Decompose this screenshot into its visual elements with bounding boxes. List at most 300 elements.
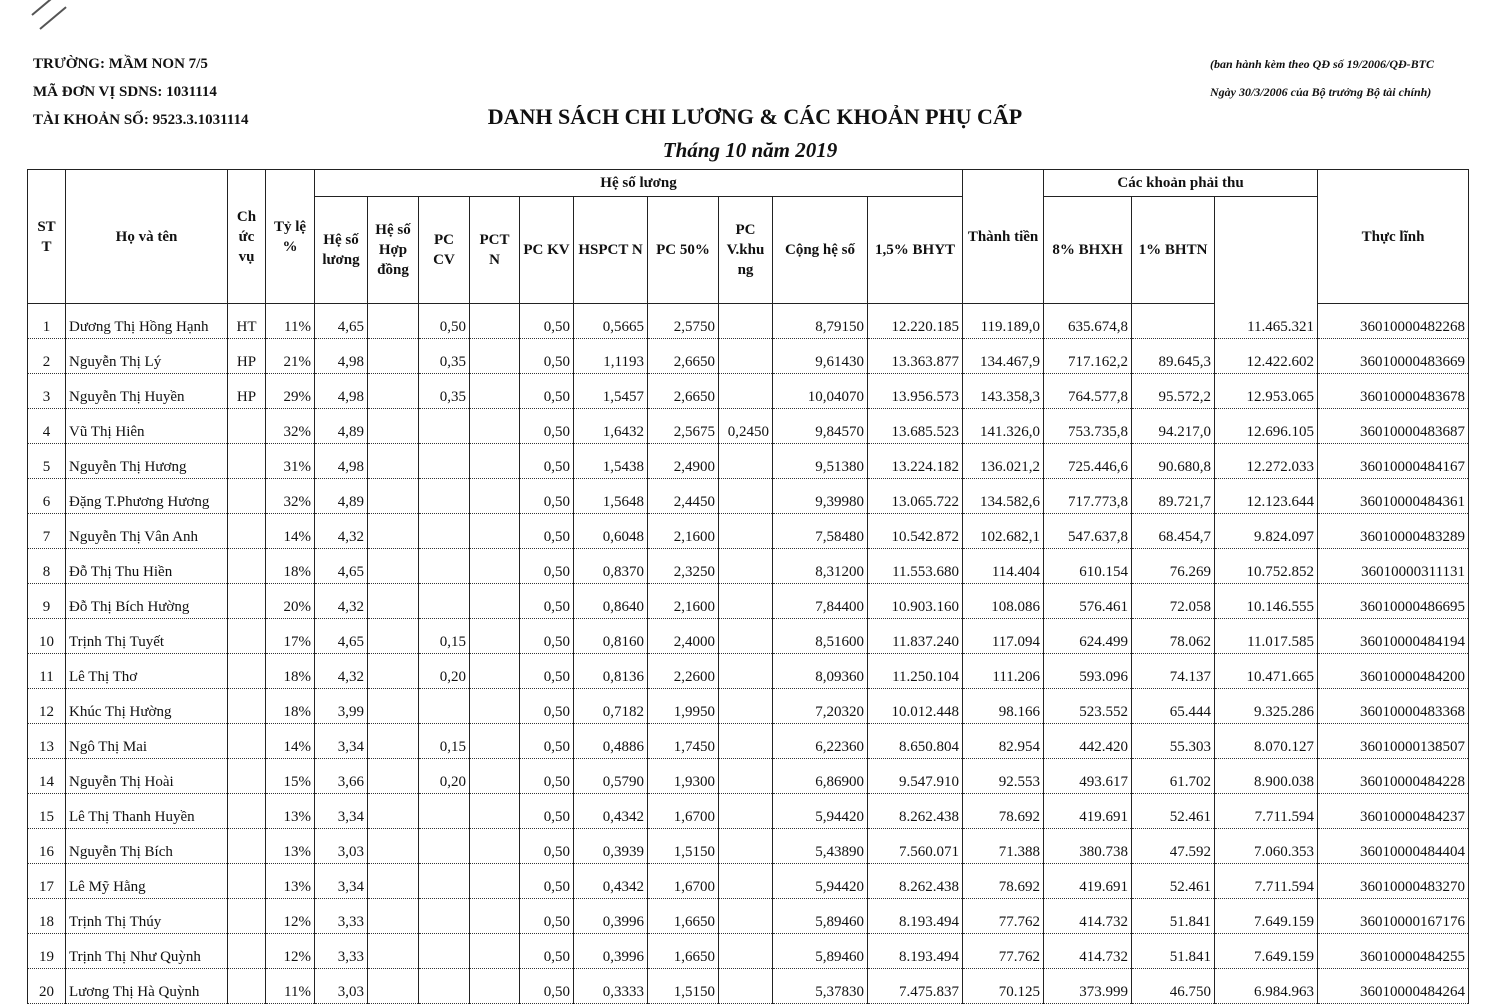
cell-rate: 14% xyxy=(266,724,315,759)
cell-role xyxy=(228,619,266,654)
cell-atm: 36010000484404 xyxy=(1318,829,1469,864)
cell-role: HP xyxy=(228,374,266,409)
cell-pccv xyxy=(419,829,470,864)
cell-rate: 18% xyxy=(266,549,315,584)
cell-total: 6,22360 xyxy=(773,724,868,759)
cell-net: 12.422.602 xyxy=(1215,339,1318,374)
cell-atm: 36010000483669 xyxy=(1318,339,1469,374)
cell-pc50: 2,6650 xyxy=(648,374,719,409)
cell-coef: 4,32 xyxy=(315,584,368,619)
cell-stt: 18 xyxy=(28,899,66,934)
table-row xyxy=(28,899,1469,934)
cell-bhtn: 72.058 xyxy=(1132,584,1215,619)
cell-bhyt: 108.086 xyxy=(963,584,1044,619)
cell-bhxh: 717.162,2 xyxy=(1044,339,1132,374)
cell-contract xyxy=(368,864,419,899)
cell-coef: 3,33 xyxy=(315,934,368,969)
cell-pccv: 0,35 xyxy=(419,339,470,374)
cell-bhtn: 94.217,0 xyxy=(1132,409,1215,444)
cell-hspctn: 0,5665 xyxy=(574,304,648,339)
cell-atm: 36010000167176 xyxy=(1318,899,1469,934)
table-row xyxy=(28,969,1469,1004)
cell-amount: 13.363.877 xyxy=(868,339,963,374)
group-deductions: Các khoản phải thu xyxy=(1044,170,1318,197)
cell-pc50: 2,4900 xyxy=(648,444,719,479)
cell-stt: 17 xyxy=(28,864,66,899)
cell-pc50: 2,5675 xyxy=(648,409,719,444)
cell-rate: 13% xyxy=(266,829,315,864)
cell-stt: 5 xyxy=(28,444,66,479)
cell-net: 6.984.963 xyxy=(1215,969,1318,1004)
cell-amount: 10.542.872 xyxy=(868,514,963,549)
cell-atm: 36010000486695 xyxy=(1318,584,1469,619)
cell-pc50: 2,5750 xyxy=(648,304,719,339)
cell-pc50: 2,3250 xyxy=(648,549,719,584)
cell-amount: 8.193.494 xyxy=(868,934,963,969)
cell-pccv xyxy=(419,794,470,829)
cell-bhyt: 98.166 xyxy=(963,689,1044,724)
cell-pcvk xyxy=(719,374,773,409)
cell-bhxh: 717.773,8 xyxy=(1044,479,1132,514)
cell-pccv xyxy=(419,899,470,934)
cell-bhxh: 547.637,8 xyxy=(1044,514,1132,549)
cell-stt: 16 xyxy=(28,829,66,864)
cell-net: 11.017.585 xyxy=(1215,619,1318,654)
cell-contract xyxy=(368,689,419,724)
cell-net: 12.953.065 xyxy=(1215,374,1318,409)
cell-net: 7.649.159 xyxy=(1215,934,1318,969)
cell-total: 9,39980 xyxy=(773,479,868,514)
cell-amount: 11.553.680 xyxy=(868,549,963,584)
cell-contract xyxy=(368,829,419,864)
cell-contract xyxy=(368,654,419,689)
cell-hspctn: 0,3996 xyxy=(574,899,648,934)
cell-pc50: 1,5150 xyxy=(648,829,719,864)
decree-line-1: (ban hành kèm theo QĐ số 19/2006/QĐ-BTC xyxy=(1209,57,1434,71)
cell-pckv: 0,50 xyxy=(520,409,574,444)
cell-contract xyxy=(368,584,419,619)
cell-hspctn: 0,6048 xyxy=(574,514,648,549)
cell-pctn xyxy=(470,899,520,934)
cell-net: 11.465.321 xyxy=(1215,304,1318,339)
cell-bhyt: 70.125 xyxy=(963,969,1044,1004)
cell-coef: 3,03 xyxy=(315,969,368,1004)
cell-total: 5,89460 xyxy=(773,934,868,969)
cell-bhyt: 111.206 xyxy=(963,654,1044,689)
cell-bhyt: 141.326,0 xyxy=(963,409,1044,444)
cell-contract xyxy=(368,514,419,549)
cell-pctn xyxy=(470,829,520,864)
table-row xyxy=(28,479,1469,514)
cell-coef: 4,98 xyxy=(315,374,368,409)
cell-hspctn: 0,3939 xyxy=(574,829,648,864)
col-net: Thực lĩnh xyxy=(1318,170,1469,304)
table-row xyxy=(28,514,1469,549)
cell-stt: 14 xyxy=(28,759,66,794)
cell-name: Đặng T.Phương Hương xyxy=(66,479,228,514)
cell-pccv: 0,50 xyxy=(419,304,470,339)
cell-role xyxy=(228,549,266,584)
cell-pccv xyxy=(419,444,470,479)
cell-hspctn: 0,4342 xyxy=(574,864,648,899)
cell-stt: 15 xyxy=(28,794,66,829)
cell-contract xyxy=(368,759,419,794)
cell-contract xyxy=(368,444,419,479)
cell-pckv: 0,50 xyxy=(520,619,574,654)
table-row xyxy=(28,794,1469,829)
cell-name: Trịnh Thị Như Quỳnh xyxy=(66,934,228,969)
cell-contract xyxy=(368,794,419,829)
cell-atm: 36010000484228 xyxy=(1318,759,1469,794)
cell-name: Ngô Thị Mai xyxy=(66,724,228,759)
cell-hspctn: 0,3996 xyxy=(574,934,648,969)
cell-total: 7,20320 xyxy=(773,689,868,724)
cell-name: Nguyễn Thị Lý xyxy=(66,339,228,374)
cell-pckv: 0,50 xyxy=(520,759,574,794)
table-row xyxy=(28,619,1469,654)
cell-name: Trịnh Thị Thúy xyxy=(66,899,228,934)
cell-pctn xyxy=(470,724,520,759)
cell-pccv: 0,15 xyxy=(419,619,470,654)
cell-bhyt: 78.692 xyxy=(963,794,1044,829)
cell-pc50: 2,1600 xyxy=(648,584,719,619)
col-hspctn: HSPCT N xyxy=(574,197,648,304)
table-row xyxy=(28,654,1469,689)
cell-name: Nguyễn Thị Huyền xyxy=(66,374,228,409)
cell-pcvk xyxy=(719,584,773,619)
cell-role xyxy=(228,759,266,794)
cell-atm: 36010000483687 xyxy=(1318,409,1469,444)
col-name: Họ và tên xyxy=(66,170,228,304)
page-title: DANH SÁCH CHI LƯƠNG & CÁC KHOẢN PHỤ CẤP xyxy=(487,104,1023,129)
cell-atm: 36010000484200 xyxy=(1318,654,1469,689)
cell-pckv: 0,50 xyxy=(520,339,574,374)
cell-bhxh: 414.732 xyxy=(1044,899,1132,934)
cell-pc50: 1,9300 xyxy=(648,759,719,794)
cell-pckv: 0,50 xyxy=(520,899,574,934)
cell-bhyt: 102.682,1 xyxy=(963,514,1044,549)
cell-bhyt: 71.388 xyxy=(963,829,1044,864)
cell-pctn xyxy=(470,549,520,584)
cell-contract xyxy=(368,304,419,339)
cell-bhtn: 68.454,7 xyxy=(1132,514,1215,549)
cell-total: 5,94420 xyxy=(773,864,868,899)
cell-net: 8.070.127 xyxy=(1215,724,1318,759)
cell-pckv: 0,50 xyxy=(520,724,574,759)
cell-stt: 13 xyxy=(28,724,66,759)
cell-name: Nguyễn Thị Hoài xyxy=(66,759,228,794)
cell-rate: 18% xyxy=(266,654,315,689)
cell-role xyxy=(228,829,266,864)
cell-contract xyxy=(368,899,419,934)
cell-atm: 36010000483270 xyxy=(1318,864,1469,899)
cell-role xyxy=(228,899,266,934)
cell-bhyt: 82.954 xyxy=(963,724,1044,759)
cell-total: 9,51380 xyxy=(773,444,868,479)
table-row xyxy=(28,374,1469,409)
cell-pcvk xyxy=(719,759,773,794)
cell-pc50: 2,1600 xyxy=(648,514,719,549)
cell-name: Đỗ Thị Thu Hiền xyxy=(66,549,228,584)
cell-atm: 36010000483289 xyxy=(1318,514,1469,549)
cell-pccv xyxy=(419,969,470,1004)
cell-net: 10.146.555 xyxy=(1215,584,1318,619)
cell-pctn xyxy=(470,759,520,794)
cell-name: Nguyễn Thị Vân Anh xyxy=(66,514,228,549)
cell-atm: 36010000484264 xyxy=(1318,969,1469,1004)
cell-pc50: 2,2600 xyxy=(648,654,719,689)
cell-rate: 32% xyxy=(266,409,315,444)
cell-bhtn: 52.461 xyxy=(1132,864,1215,899)
cell-pctn xyxy=(470,444,520,479)
cell-contract xyxy=(368,724,419,759)
cell-stt: 10 xyxy=(28,619,66,654)
col-amount: Thành tiền xyxy=(963,170,1044,304)
decree-line-2: Ngày 30/3/2006 của Bộ trưởng Bộ tài chính) xyxy=(1209,85,1432,99)
cell-rate: 14% xyxy=(266,514,315,549)
cell-hspctn: 0,8640 xyxy=(574,584,648,619)
cell-coef: 3,34 xyxy=(315,864,368,899)
cell-amount: 9.547.910 xyxy=(868,759,963,794)
cell-stt: 8 xyxy=(28,549,66,584)
cell-stt: 2 xyxy=(28,339,66,374)
col-total-coef: Cộng hệ số xyxy=(773,197,868,304)
cell-pccv: 0,20 xyxy=(419,654,470,689)
cell-pctn xyxy=(470,654,520,689)
cell-pctn xyxy=(470,689,520,724)
cell-pckv: 0,50 xyxy=(520,514,574,549)
account-number: TÀI KHOẢN SỐ: 9523.3.1031114 xyxy=(33,112,249,128)
cell-hspctn: 0,5790 xyxy=(574,759,648,794)
cell-coef: 3,99 xyxy=(315,689,368,724)
cell-pcvk xyxy=(719,969,773,1004)
cell-pc50: 2,4000 xyxy=(648,619,719,654)
cell-pcvk xyxy=(719,934,773,969)
cell-name: Nguyễn Thị Bích xyxy=(66,829,228,864)
cell-bhtn: 78.062 xyxy=(1132,619,1215,654)
cell-pctn xyxy=(470,479,520,514)
cell-bhyt: 78.692 xyxy=(963,864,1044,899)
cell-bhxh: 593.096 xyxy=(1044,654,1132,689)
cell-pcvk xyxy=(719,654,773,689)
cell-stt: 12 xyxy=(28,689,66,724)
cell-bhxh: 753.735,8 xyxy=(1044,409,1132,444)
cell-hspctn: 1,6432 xyxy=(574,409,648,444)
cell-bhtn: 76.269 xyxy=(1132,549,1215,584)
cell-rate: 11% xyxy=(266,304,315,339)
cell-pckv: 0,50 xyxy=(520,304,574,339)
table-body xyxy=(28,304,1469,1004)
cell-total: 7,58480 xyxy=(773,514,868,549)
cell-total: 6,86900 xyxy=(773,759,868,794)
cell-contract xyxy=(368,479,419,514)
cell-name: Lương Thị Hà Quỳnh xyxy=(66,969,228,1004)
cell-bhtn: 61.702 xyxy=(1132,759,1215,794)
cell-contract xyxy=(368,619,419,654)
cell-pc50: 1,6700 xyxy=(648,864,719,899)
cell-pctn xyxy=(470,584,520,619)
cell-pckv: 0,50 xyxy=(520,934,574,969)
cell-hspctn: 0,4342 xyxy=(574,794,648,829)
school-name: TRƯỜNG: MẦM NON 7/5 xyxy=(33,56,208,72)
cell-pctn xyxy=(470,619,520,654)
table-row xyxy=(28,409,1469,444)
cell-hspctn: 1,1193 xyxy=(574,339,648,374)
cell-hspctn: 1,5457 xyxy=(574,374,648,409)
cell-bhxh: 764.577,8 xyxy=(1044,374,1132,409)
cell-pckv: 0,50 xyxy=(520,689,574,724)
cell-atm: 36010000311131 xyxy=(1318,549,1469,584)
cell-coef: 4,98 xyxy=(315,444,368,479)
cell-hspctn: 0,8370 xyxy=(574,549,648,584)
cell-role xyxy=(228,689,266,724)
cell-contract xyxy=(368,969,419,1004)
cell-net: 8.900.038 xyxy=(1215,759,1318,794)
cell-bhxh: 725.446,6 xyxy=(1044,444,1132,479)
col-bhtn: 1% BHTN xyxy=(1132,197,1215,304)
cell-role xyxy=(228,409,266,444)
cell-coef: 4,65 xyxy=(315,304,368,339)
cell-pc50: 1,6650 xyxy=(648,899,719,934)
cell-pckv: 0,50 xyxy=(520,479,574,514)
cell-coef: 4,32 xyxy=(315,654,368,689)
cell-net: 7.649.159 xyxy=(1215,899,1318,934)
cell-role xyxy=(228,654,266,689)
cell-hspctn: 0,8136 xyxy=(574,654,648,689)
cell-rate: 21% xyxy=(266,339,315,374)
col-bhyt: 1,5% BHYT xyxy=(868,197,963,304)
cell-rate: 20% xyxy=(266,584,315,619)
cell-role xyxy=(228,934,266,969)
cell-role xyxy=(228,969,266,1004)
cell-pccv xyxy=(419,689,470,724)
cell-bhtn: 65.444 xyxy=(1132,689,1215,724)
cell-pcvk xyxy=(719,864,773,899)
cell-stt: 19 xyxy=(28,934,66,969)
cell-pc50: 1,6650 xyxy=(648,934,719,969)
cell-name: Khúc Thị Hường xyxy=(66,689,228,724)
cell-amount: 10.012.448 xyxy=(868,689,963,724)
cell-rate: 31% xyxy=(266,444,315,479)
cell-name: Dương Thị Hồng Hạnh xyxy=(66,304,228,339)
cell-bhtn: 89.645,3 xyxy=(1132,339,1215,374)
cell-pccv xyxy=(419,934,470,969)
cell-net: 10.471.665 xyxy=(1215,654,1318,689)
cell-pccv xyxy=(419,584,470,619)
cell-pckv: 0,50 xyxy=(520,549,574,584)
cell-bhyt: 119.189,0 xyxy=(963,304,1044,339)
cell-role xyxy=(228,584,266,619)
table-row xyxy=(28,724,1469,759)
cell-total: 5,43890 xyxy=(773,829,868,864)
cell-name: Đỗ Thị Bích Hường xyxy=(66,584,228,619)
cell-bhyt: 92.553 xyxy=(963,759,1044,794)
salary-table xyxy=(27,169,1469,1004)
cell-bhyt: 134.582,6 xyxy=(963,479,1044,514)
cell-pckv: 0,50 xyxy=(520,969,574,1004)
cell-contract xyxy=(368,374,419,409)
table-row xyxy=(28,759,1469,794)
cell-name: Nguyễn Thị Hương xyxy=(66,444,228,479)
cell-net: 12.123.644 xyxy=(1215,479,1318,514)
cell-pctn xyxy=(470,304,520,339)
cell-amount: 11.250.104 xyxy=(868,654,963,689)
cell-atm: 36010000484237 xyxy=(1318,794,1469,829)
cell-coef: 3,03 xyxy=(315,829,368,864)
cell-pctn xyxy=(470,514,520,549)
cell-bhxh: 373.999 xyxy=(1044,969,1132,1004)
cell-pcvk xyxy=(719,724,773,759)
col-pc50: PC 50% xyxy=(648,197,719,304)
cell-contract xyxy=(368,549,419,584)
cell-pctn xyxy=(470,794,520,829)
cell-pccv xyxy=(419,479,470,514)
cell-bhtn: 51.841 xyxy=(1132,899,1215,934)
col-pcvk: PC V.khu ng xyxy=(719,197,773,304)
cell-role: HT xyxy=(228,304,266,339)
cell-pctn xyxy=(470,934,520,969)
cell-bhtn: 51.841 xyxy=(1132,934,1215,969)
cell-net: 12.696.105 xyxy=(1215,409,1318,444)
cell-net: 7.060.353 xyxy=(1215,829,1318,864)
cell-rate: 12% xyxy=(266,934,315,969)
cell-total: 5,37830 xyxy=(773,969,868,1004)
cell-pckv: 0,50 xyxy=(520,829,574,864)
table-row xyxy=(28,689,1469,724)
cell-pc50: 1,7450 xyxy=(648,724,719,759)
cell-atm: 36010000484194 xyxy=(1318,619,1469,654)
cell-bhxh: 610.154 xyxy=(1044,549,1132,584)
cell-rate: 12% xyxy=(266,899,315,934)
cell-pcvk xyxy=(719,339,773,374)
cell-bhxh: 635.674,8 xyxy=(1044,304,1132,339)
cell-pckv: 0,50 xyxy=(520,654,574,689)
col-pckv: PC KV xyxy=(520,197,574,304)
cell-total: 8,31200 xyxy=(773,549,868,584)
cell-contract xyxy=(368,409,419,444)
cell-pcvk xyxy=(719,479,773,514)
cell-bhxh: 414.732 xyxy=(1044,934,1132,969)
unit-code: MÃ ĐƠN VỊ SDNS: 1031114 xyxy=(33,84,217,100)
cell-amount: 8.262.438 xyxy=(868,864,963,899)
cell-bhxh: 493.617 xyxy=(1044,759,1132,794)
cell-pcvk xyxy=(719,899,773,934)
cell-stt: 6 xyxy=(28,479,66,514)
group-coefficient: Hệ số lương xyxy=(315,170,963,197)
cell-pctn xyxy=(470,339,520,374)
cell-contract xyxy=(368,934,419,969)
table-row xyxy=(28,864,1469,899)
cell-bhtn xyxy=(1132,304,1215,339)
page-subtitle: Tháng 10 năm 2019 xyxy=(662,138,838,162)
cell-rate: 29% xyxy=(266,374,315,409)
header-right xyxy=(1210,50,1434,106)
cell-rate: 17% xyxy=(266,619,315,654)
table-row xyxy=(28,444,1469,479)
cell-stt: 4 xyxy=(28,409,66,444)
cell-bhtn: 55.303 xyxy=(1132,724,1215,759)
cell-stt: 20 xyxy=(28,969,66,1004)
cell-total: 7,84400 xyxy=(773,584,868,619)
cell-bhtn: 89.721,7 xyxy=(1132,479,1215,514)
col-contract: Hệ số Hợp đồng xyxy=(368,197,419,304)
cell-total: 8,51600 xyxy=(773,619,868,654)
cell-bhxh: 523.552 xyxy=(1044,689,1132,724)
cell-bhyt: 143.358,3 xyxy=(963,374,1044,409)
cell-amount: 8.193.494 xyxy=(868,899,963,934)
cell-amount: 13.065.722 xyxy=(868,479,963,514)
cell-stt: 1 xyxy=(28,304,66,339)
